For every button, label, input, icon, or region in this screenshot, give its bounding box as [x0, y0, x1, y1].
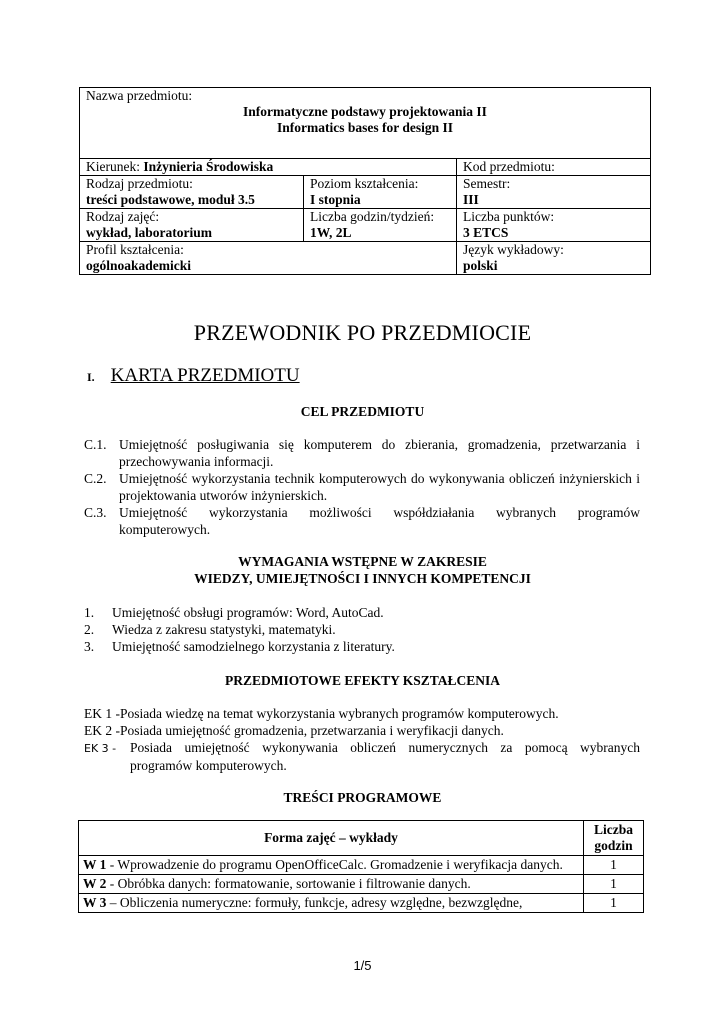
direction-label: Kierunek: [86, 159, 140, 174]
contents-header-row [79, 821, 644, 856]
goal-item [84, 470, 640, 504]
outcome-text: Posiada umiejętność wykonywania obliczeń numerycznych za pomocą wybranych programów komputerowych. [130, 740, 640, 773]
col-hours-line2: godzin [594, 838, 633, 853]
type-label: Rodzaj przedmiotu: [86, 176, 193, 191]
semester-value: III [463, 192, 479, 207]
section-number: I. [87, 370, 95, 384]
direction-row [80, 159, 651, 176]
classes-row [80, 209, 651, 242]
table-row [79, 875, 644, 894]
profile-value: ogólnoakademicki [86, 258, 192, 273]
goal-item-text: Umiejętność wykorzystania technik komputerowych do wykonywania obliczeń inżynierskich i projektowania utworów inżynierskich. [119, 471, 640, 503]
direction-value: Inżynieria Środowiska [143, 159, 274, 174]
requirement-item [84, 638, 640, 655]
requirement-label: 1. [84, 605, 95, 620]
requirement-label: 3. [84, 639, 95, 654]
table-row [79, 856, 644, 875]
outcome-item [84, 705, 640, 722]
points-label: Liczba punktów: [463, 209, 555, 224]
type-value: treści podstawowe, moduł 3.5 [86, 192, 255, 207]
outcome-text: Posiada umiejętność gromadzenia, przetwarzania i weryfikacji danych. [120, 723, 504, 738]
requirement-text: Umiejętność samodzielnego korzystania z literatury. [112, 639, 395, 654]
contents-table [78, 820, 644, 913]
subject-name-en: Informatics bases for design II [276, 120, 453, 135]
lecture-code: W 1 [83, 857, 107, 872]
subject-row [80, 88, 651, 159]
requirement-text: Wiedza z zakresu statystyki, matematyki. [112, 622, 336, 637]
requirements-heading-line1: WYMAGANIA WSTĘPNE W ZAKRESIE [238, 554, 487, 569]
table-row [79, 894, 644, 913]
level-label: Poziom kształcenia: [310, 176, 419, 191]
goal-item-label: C.2. [84, 471, 107, 486]
goal-item-text: Umiejętność posługiwania się komputerem do zbierania, gromadzenia, przetwarzania i przechowywania informacji. [119, 437, 640, 469]
lecture-text: Obliczenia numeryczne: formuły, funkcje, adresy względne, bezwzględne, [119, 895, 523, 910]
requirement-item [84, 604, 640, 621]
lecture-code: W 2 [83, 876, 107, 891]
goal-item-label: C.3. [84, 505, 107, 520]
outcome-item [84, 722, 640, 739]
section-heading [87, 365, 300, 387]
hours-value: 1W, 2L [310, 225, 352, 240]
lecture-sep: - [106, 857, 118, 872]
profile-row [80, 242, 651, 275]
profile-label: Profil kształcenia: [86, 242, 184, 257]
subject-label: Nazwa przedmiotu: [86, 88, 193, 103]
lecture-text: Obróbka danych: formatowanie, sortowanie i filtrowanie danych. [117, 876, 471, 891]
subject-name-pl: Informatyczne podstawy projektowania II [243, 104, 487, 119]
points-value: 3 ETCS [463, 225, 509, 240]
contents-heading: TREŚCI PROGRAMOWE [283, 790, 442, 805]
course-info-table [79, 87, 651, 275]
goal-item [84, 504, 640, 538]
requirements-heading-line2: WIEDZY, UMIEJĘTNOŚCI I INNYCH KOMPETENCJI [194, 571, 531, 586]
page-title: PRZEWODNIK PO PRZEDMIOCIE [193, 320, 532, 345]
col-hours-header [584, 821, 644, 856]
requirements-list [84, 604, 640, 655]
lecture-hours: 1 [584, 856, 644, 875]
lecture-hours: 1 [584, 894, 644, 913]
outcomes-heading: PRZEDMIOTOWE EFEKTY KSZTAŁCENIA [224, 673, 501, 688]
level-value: I stopnia [310, 192, 361, 207]
goal-heading: CEL PRZEDMIOTU [300, 404, 425, 419]
outcome-item [84, 739, 640, 774]
requirement-text: Umiejętność obsługi programów: Word, AutoCad. [112, 605, 384, 620]
section-title: KARTA PRZEDMIOTU [110, 365, 300, 386]
goal-item [84, 436, 640, 470]
lecture-hours: 1 [584, 875, 644, 894]
lecture-code: W 3 [83, 895, 107, 910]
outcome-label: EK 1 - [84, 706, 120, 721]
hours-label: Liczba godzin/tydzień: [310, 209, 435, 224]
classes-label: Rodzaj zajęć: [86, 209, 160, 224]
semester-label: Semestr: [463, 176, 511, 191]
lecture-text: Wprowadzenie do programu OpenOfficeCalc. Gromadzenie i weryfikacja danych. [117, 857, 563, 872]
code-label: Kod przedmiotu: [463, 159, 555, 174]
outcome-label: EK 2 - [84, 723, 120, 738]
page-number: 1/5 [353, 958, 372, 973]
goal-list [84, 436, 640, 538]
lecture-sep: - [106, 876, 118, 891]
outcome-text: Posiada wiedzę na temat wykorzystania wybranych programów komputerowych. [120, 706, 559, 721]
col-form-header: Forma zajęć – wykłady [79, 821, 584, 856]
language-value: polski [463, 258, 498, 273]
language-label: Język wykładowy: [463, 242, 564, 257]
requirement-item [84, 621, 640, 638]
requirement-label: 2. [84, 622, 95, 637]
type-row [80, 176, 651, 209]
goal-item-label: C.1. [84, 437, 107, 452]
col-hours-line1: Liczba [594, 822, 633, 837]
classes-value: wykład, laboratorium [86, 225, 213, 240]
lecture-sep: – [106, 895, 120, 910]
outcome-label: EK 3 - [84, 742, 117, 755]
outcomes-list [84, 705, 640, 774]
goal-item-text: Umiejętność wykorzystania możliwości współdziałania wybranych programów komputerowych. [119, 505, 640, 537]
